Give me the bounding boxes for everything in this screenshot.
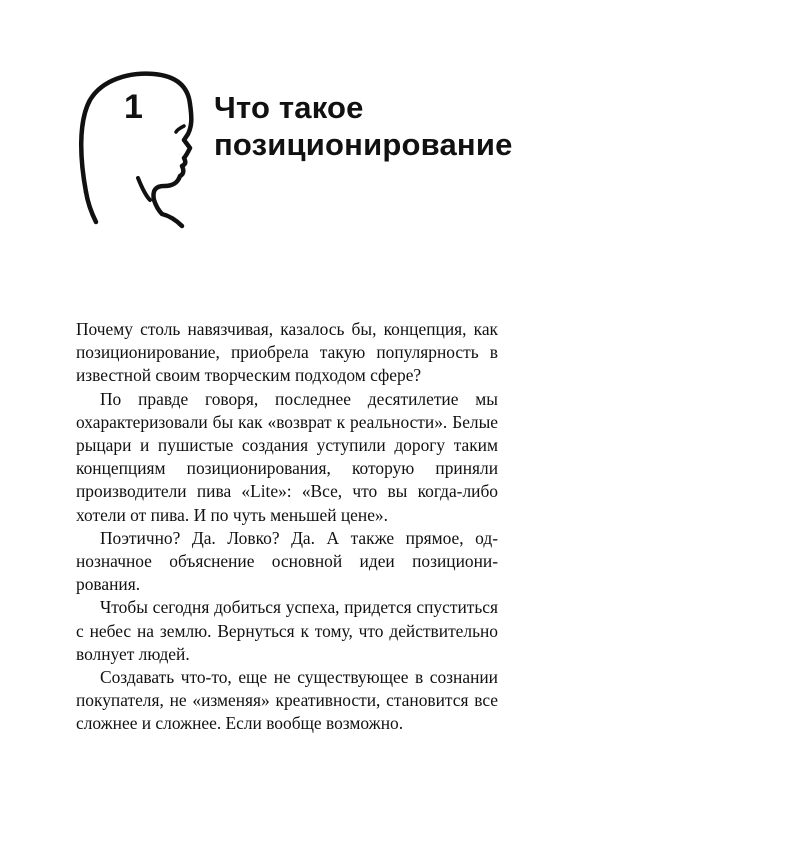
paragraph: По правде говоря, последнее десятилетие мы охарактеризовали бы как «возврат к реальности». Белые рыцари и пушистые создания уступили дорогу таким концепциям позиционирования, которую приняли производители пива «Lite»: «Все, что вы когда-либо хотели от пива. И по чуть меньшей цене».: [76, 388, 498, 525]
paragraph: Чтобы сегодня добиться успеха, придется спуститься с небес на землю. Вернуться к тому, что действительно волнует людей.: [76, 597, 498, 664]
paragraph: Почему столь навязчивая, казалось бы, концепция, как позиционирование, приобрела такую популярность в известной своим творческим подходом сфере?: [76, 319, 498, 386]
chapter-title-line-2: позиционирование: [214, 127, 513, 162]
chapter-number: 1: [124, 88, 143, 126]
chapter-title: [214, 89, 513, 163]
body-text: [76, 318, 498, 736]
paragraph: Поэтично? Да. Ловко? Да. А также прямое, однозначное объяснение основной идеи позиционирования.: [76, 527, 498, 595]
head-profile-icon: [76, 64, 236, 234]
paragraph: Создавать что-то, еще не существующее в сознании покупателя, не «изменяя» креативности, становится все сложнее и сложнее. Если вообще возможно.: [76, 667, 498, 734]
chapter-title-line-1: Что такое: [214, 90, 364, 125]
